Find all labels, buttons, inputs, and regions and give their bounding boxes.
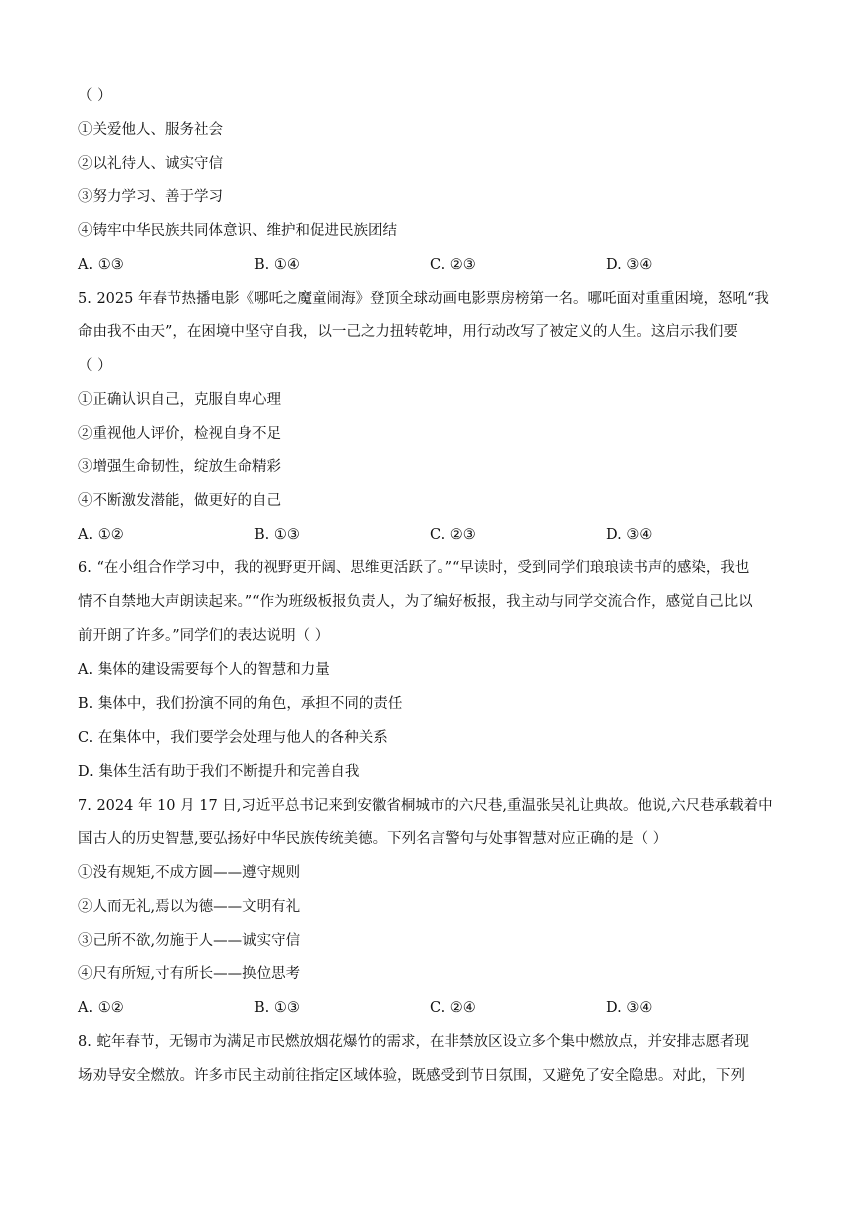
q7-stem-line-1: 7. 2024 年 10 月 17 日,习近平总书记来到安徽省桐城市的六尺巷,重温张吴礼让典故。他说,六尺巷承载着中 [78,798,773,814]
q6-option-d: D. 集体生活有助于我们不断提升和完善自我 [78,764,360,780]
q5-answer-paren: （ ） [78,358,112,374]
q7-item-2: ②人而无礼,焉以为德——文明有礼 [78,899,301,915]
q7-stem-line-2: 国古人的历史智慧,要弘扬好中华民族传统美德。下列名言警句与处事智慧对应正确的是（ ） [78,831,668,847]
q4-option-b: B. ①④ [254,257,300,273]
q7-item-1: ①没有规矩,不成方圆——遵守规则 [78,865,301,881]
q6-option-a: A. 集体的建设需要每个人的智慧和力量 [78,662,330,678]
q7-option-d: D. ③④ [606,1000,653,1016]
q5-item-2: ②重视他人评价，检视自身不足 [78,426,281,442]
q5-item-3: ③增强生命韧性，绽放生命精彩 [78,459,281,475]
q6-option-b: B. 集体中，我们扮演不同的角色，承担不同的责任 [78,696,403,712]
q5-option-a: A. ①② [78,527,124,543]
q4-answer-paren: （ ） [78,88,112,104]
q4-item-4: ④铸牢中华民族共同体意识、维护和促进民族团结 [78,223,397,239]
q5-option-d: D. ③④ [606,527,653,543]
q5-option-c: C. ②③ [430,527,476,543]
q8-stem-line-1: 8. 蛇年春节，无锡市为满足市民燃放烟花爆竹的需求，在非禁放区设立多个集中燃放点，并安排志愿者现 [78,1034,749,1050]
q7-option-c: C. ②④ [430,1000,476,1016]
q5-item-4: ④不断激发潜能，做更好的自己 [78,493,281,509]
q6-stem-line-2: 情不自禁地大声朗读起来。”“作为班级板报负责人，为了编好板报，我主动与同学交流合作，感觉自己比以 [78,594,753,610]
q4-item-2: ②以礼待人、诚实守信 [78,156,223,172]
q7-option-a: A. ①② [78,1000,124,1016]
q5-stem-line-1: 5. 2025 年春节热播电影《哪吒之魔童闹海》登顶全球动画电影票房榜第一名。哪吒面对重重困境，怒吼“我 [78,291,769,307]
q4-option-a: A. ①③ [78,257,124,273]
q5-stem-line-2: 命由我不由天”，在困境中坚守自我，以一己之力扭转乾坤，用行动改写了被定义的人生。这启示我们要 [78,324,738,340]
q4-option-d: D. ③④ [606,257,653,273]
q4-option-c: C. ②③ [430,257,476,273]
q6-stem-line-1: 6. “在小组合作学习中，我的视野更开阔、思维更活跃了。”“早读时，受到同学们琅琅读书声的感染，我也 [78,560,750,576]
q6-option-c: C. 在集体中，我们要学会处理与他人的各种关系 [78,730,388,746]
q4-item-1: ①关爱他人、服务社会 [78,122,223,138]
q7-item-3: ③己所不欲,勿施于人——诚实守信 [78,933,301,949]
q8-stem-line-2: 场劝导安全燃放。许多市民主动前往指定区域体验，既感受到节日氛围，又避免了安全隐患。对此，下列 [78,1068,745,1084]
q5-option-b: B. ①③ [254,527,300,543]
q4-item-3: ③努力学习、善于学习 [78,189,223,205]
q6-stem-line-3: 前开朗了许多。”同学们的表达说明（ ） [78,628,330,644]
q5-item-1: ①正确认识自己，克服自卑心理 [78,392,281,408]
q7-option-b: B. ①③ [254,1000,300,1016]
q7-item-4: ④尺有所短,寸有所长——换位思考 [78,966,301,982]
